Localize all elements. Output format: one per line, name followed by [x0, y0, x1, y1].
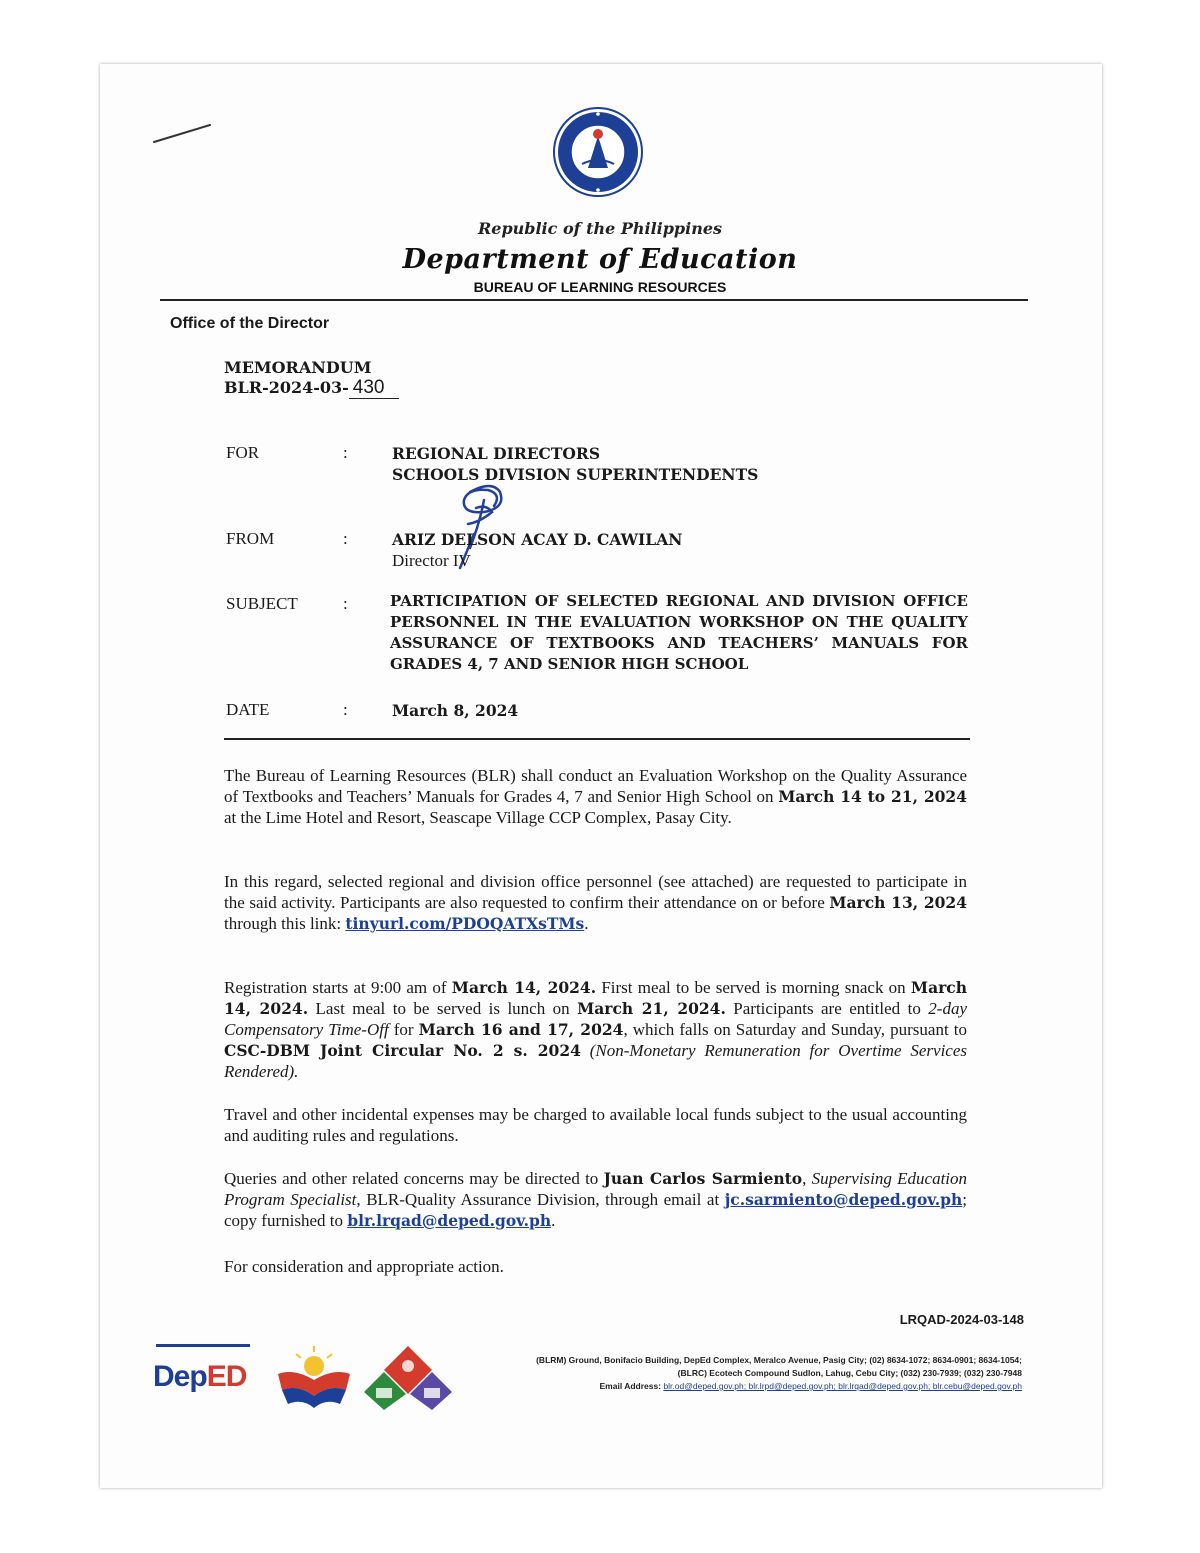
paragraph-1 [224, 765, 967, 828]
email-label: Email Address: [599, 1381, 664, 1391]
paragraph-3 [224, 977, 967, 1082]
p3-cto: 2-day Compensatory Time-Off [224, 999, 967, 1039]
memo-number-prefix: BLR-2024-03- [224, 378, 349, 397]
from-label: FROM [226, 529, 275, 548]
matatag-logo-icon [362, 1344, 454, 1410]
office-emails-link[interactable]: blr.od@deped.gov.ph; blr.lrpd@deped.gov.ph; blr.lrqad@deped.gov.ph; blr.cebu@deped.gov.ph [663, 1381, 1022, 1391]
subject-text: PARTICIPATION OF SELECTED REGIONAL AND DIVISION OFFICE PERSONNEL IN THE EVALUATION WORKSHOP ON THE QUALITY ASSURANCE OF TEXTBOOKS AND TEACHERS’ MANUALS FOR GRADES 4, 7 AND SENIOR HIGH SCHOOL [390, 592, 968, 673]
p3-text-a: Registration starts at 9:00 am of [224, 978, 452, 997]
contact-email-link[interactable]: jc.sarmiento@deped.gov.ph [724, 1190, 963, 1209]
department-name: Department of Education [402, 244, 798, 275]
for-line-1: REGIONAL DIRECTORS [392, 444, 601, 463]
deped-seal-icon [552, 106, 644, 198]
p3-date-3: March 21, 2024. [577, 999, 726, 1018]
paragraph-2 [224, 871, 967, 934]
p3-text-g: Participants are entitled to [725, 999, 929, 1018]
p3-text-k: , which falls on Saturday and Sunday, pursuant to [623, 1020, 967, 1039]
deped-logo [153, 1360, 246, 1394]
p3-text-i: for [388, 1020, 419, 1039]
p5-text-g: . [551, 1211, 556, 1230]
p1-text-a: The Bureau of Learning Resources (BLR) shall conduct an Evaluation Workshop on the Quality Assurance of Textbooks and Teachers’ Manuals for Grades 4, 7 and Senior High School on [224, 766, 967, 806]
paragraph-5 [224, 1168, 967, 1231]
header-divider [160, 299, 1028, 301]
p5-contact-title: Supervising Education Program Specialist [224, 1169, 968, 1209]
for-label: FOR [226, 443, 260, 462]
p3-date-1: March 14, 2024. [451, 978, 597, 997]
fields-divider [224, 738, 970, 740]
p3-circular: CSC-DBM Joint Circular No. 2 s. 2024 [224, 1041, 581, 1060]
date-colon: : [343, 700, 348, 719]
paragraph-6: For consideration and appropriate action. [224, 1257, 504, 1276]
memo-number: 430 [349, 378, 399, 399]
p3-date-4: March 16 and 17, 2024 [418, 1020, 624, 1039]
deped-logo-bar [156, 1344, 250, 1347]
date-value: March 8, 2024 [392, 701, 519, 720]
p5-text-a: Queries and other related concerns may be directed to [224, 1169, 604, 1188]
date-label: DATE [226, 700, 270, 719]
memo-heading [224, 358, 399, 399]
memo-number-line [224, 378, 399, 399]
p2-deadline: March 13, 2024 [829, 893, 967, 912]
paragraph-4: Travel and other incidental expenses may be charged to available local funds subject to the usual accounting and auditing rules and regulations. [224, 1105, 967, 1145]
deped-logo-dep: Dep [153, 1360, 207, 1393]
deped-logo-ed: ED [206, 1360, 247, 1393]
p3-text-m [581, 1041, 590, 1060]
p2-text-c: through this link: [224, 914, 346, 933]
pen-stroke-mark [152, 122, 212, 146]
email-line [470, 1380, 1022, 1393]
office-label: Office of the Director [170, 315, 330, 332]
p3-text-e: Last meal to be served is lunch on [308, 999, 578, 1018]
from-name: ARIZ DELSON ACAY D. CAWILAN [392, 530, 683, 549]
from-title: Director IV [392, 551, 471, 570]
office-addresses [470, 1354, 1022, 1393]
subject-label: SUBJECT [226, 594, 298, 613]
bureau-name: BUREAU OF LEARNING RESOURCES [473, 279, 727, 295]
p5-contact-name: Juan Carlos Sarmiento [603, 1169, 803, 1188]
p1-dates: March 14 to 21, 2024 [778, 787, 967, 806]
registration-link[interactable]: tinyurl.com/PDOQATXsTMs [345, 914, 585, 933]
subject-colon: : [343, 594, 348, 613]
p3-date-2: March 14, 2024. [224, 978, 967, 1018]
p2-text-d: . [584, 914, 589, 933]
from-sender [392, 529, 682, 571]
bagong-pilipinas-logo-icon [274, 1344, 354, 1410]
p5-text-c: , [802, 1169, 812, 1188]
p5-text-e: , BLR-Quality Assurance Division, through email at [356, 1190, 725, 1209]
address-line-1: (BLRM) Ground, Bonifacio Building, DepEd Complex, Meralco Avenue, Pasig City; (02) 8634-1072; 8634-0901; 8634-1054; [536, 1355, 1022, 1365]
p5-text-f: ; copy furnished to [224, 1190, 967, 1230]
cc-email-link[interactable]: blr.lrqad@deped.gov.ph [347, 1211, 552, 1230]
republic-line: Republic of the Philippines [477, 219, 723, 238]
p3-circular-title: (Non-Monetary Remuneration for Overtime Services Rendered). [224, 1041, 967, 1081]
from-colon: : [343, 529, 348, 548]
p2-text-a: In this regard, selected regional and division office personnel (see attached) are requested to participate in the said activity. Participants are also requested to confirm their attendance on or before [224, 872, 967, 912]
p3-text-c: First meal to be served is morning snack on [596, 978, 911, 997]
reference-code: LRQAD-2024-03-148 [899, 1312, 1024, 1327]
for-line-2: SCHOOLS DIVISION SUPERINTENDENTS [392, 465, 759, 484]
address-line-2: (BLRC) Ecotech Compound Sudlon, Lahug, Cebu City; (032) 230-7939; (032) 230-7948 [677, 1368, 1022, 1378]
memo-title: MEMORANDUM [224, 358, 372, 377]
for-colon: : [343, 443, 348, 462]
p1-text-c: at the Lime Hotel and Resort, Seascape Village CCP Complex, Pasay City. [224, 808, 732, 827]
